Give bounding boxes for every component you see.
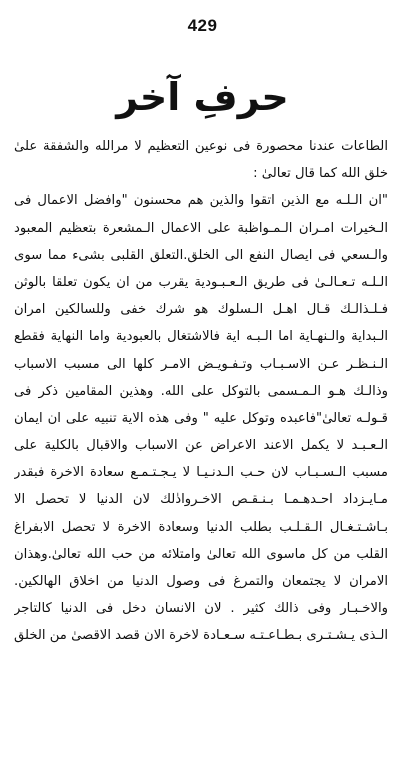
text-line: خلق الله كما قال تعالیٰ : xyxy=(253,166,388,182)
text-line: القلب من كل ماسوی الله تعالیٰ وامتلائه من حب الله تعالیٰ.وهذان xyxy=(14,546,388,562)
text-line: مـايـزداد احـدهـمـا بـنـقـص الاخـروادٰلك لان الدنيا لا تحصل الا xyxy=(14,492,388,508)
text-line: الـخيرات امـران الـمـواظبة علی الاعمال الـمشعرة بتعظيم المعبود xyxy=(14,220,388,236)
chapter-title: حرفِ آخر xyxy=(116,75,289,119)
text-line: بـاشـتـغـال الـقـلـب بطلب الدنيا وسعادة الاخرة لا تحصل الابفراغ xyxy=(14,519,388,535)
text-line: الـلـه تـعـالـیٰ فی طریق الـعـبـودیة یقرب من ان یکون تعلقا بالوثن xyxy=(14,274,388,290)
text-line: الامران لا يجتمعان والتمرغ فی وصول الدنيا من اخلاق الهالكين. xyxy=(14,574,388,589)
text-line: والـسعي فی ایصال النفع الی الخلق.التعلق القلبی بشیء مما سوی xyxy=(14,247,388,263)
text-line: الـعـبـد لا يكمل الاعند الاعراض عن الاسباب والاقبال بالكلية علی xyxy=(14,438,388,454)
body-text xyxy=(14,133,388,650)
text-line: مسبب الـسـبـاب لان حـب الـدنـيـا لا يـجـتـمـع سعادة الاخرة فبقدر xyxy=(14,465,388,481)
text-line: الطاعات عندنا محصورة فی نوعین التعظیم لا مرالله والشفقة علیٰ xyxy=(14,139,388,154)
text-line: والاخـبـار وفی ذالك كثير . لان الانسان دخل فی الدنيا كالتاجر xyxy=(14,601,388,617)
text-line: وذالـك هـو الـمـسمی بالتوكل علی الله. وهذين المقامين ذكر فی xyxy=(14,383,388,399)
text-line: الـذی يـشـتـری بـطـاعـتـه سـعـادة لاخرة الان قصد الاقصیٰ من الخلق xyxy=(14,628,388,644)
text-line: قـولـه تعالیٰ"فاعبده وتوكل عليه " وفی هذه الاية تنبيه علی ان ايمان xyxy=(14,410,388,426)
text-line: فـلـذالـك قـال اهـل الـسلوك هو شرك خفی وللسالكين امران xyxy=(14,302,388,318)
text-line: "ان الـلـه مع الذين اتقوا والذين هم محسنون "وافضل الاعمال فی xyxy=(14,193,388,209)
text-line: الـبداية والـنهـاية اما الـبـه اية فالاشتغال بالعبودية واما النهاية فقطع xyxy=(14,329,388,345)
page-number: 429 xyxy=(187,16,218,35)
text-line: الـنـظـر عـن الاسـبـاب وتـفـويـض الامـر كلها الی مسبب الاسباب xyxy=(14,356,388,372)
